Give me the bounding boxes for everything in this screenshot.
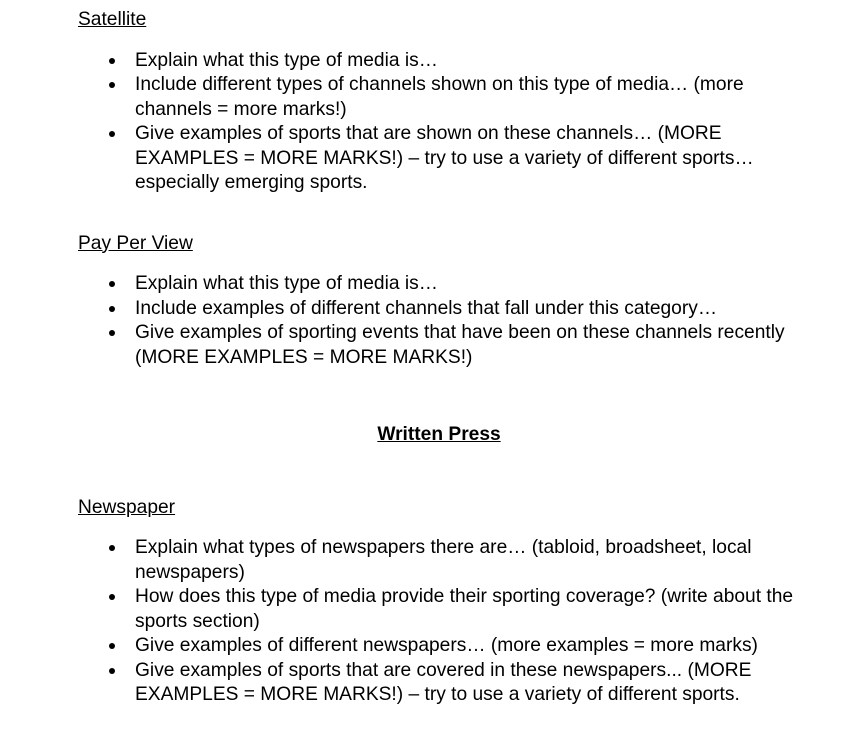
bullet-item: Give examples of sports that are shown on these channels… (MORE EXAMPLES = MORE MARKS!) – try to use a variety of different sports…especially emerging sports.: [78, 122, 800, 196]
section-heading-satellite: Satellite: [78, 9, 147, 30]
bullet-item: Include examples of different channels that fall under this category…: [78, 297, 800, 322]
section-heading-pay-per-view: Pay Per View: [78, 232, 193, 254]
section-heading-newspaper: Newspaper: [78, 496, 176, 518]
bullet-item: How does this type of media provide their sporting coverage? (write about the sports section): [78, 585, 800, 634]
section-newspaper: [78, 496, 800, 708]
bullet-item: Give examples of sports that are covered in these newspapers... (MORE EXAMPLES = MORE MARKS!) – try to use a variety of different sports.: [78, 659, 800, 708]
bullet-item: Include different types of channels shown on this type of media… (more channels = more marks!): [78, 73, 800, 122]
bullet-item: Explain what this type of media is…: [78, 272, 800, 297]
bullet-list-newspaper: [78, 536, 800, 708]
section-pay-per-view: [78, 232, 800, 371]
bullet-item: Explain what types of newspapers there are… (tabloid, broadsheet, local newspapers): [78, 536, 800, 585]
section-satellite: [78, 8, 800, 196]
bullet-list-satellite: [78, 49, 800, 196]
bullet-item: Give examples of different newspapers… (more examples = more marks): [78, 634, 800, 659]
bullet-list-pay-per-view: [78, 272, 800, 370]
bullet-item: Explain what this type of media is…: [78, 49, 800, 74]
bullet-item: Give examples of sporting events that have been on these channels recently (MORE EXAMPLES = MORE MARKS!): [78, 321, 800, 370]
document-title-written-press: Written Press: [377, 424, 501, 445]
